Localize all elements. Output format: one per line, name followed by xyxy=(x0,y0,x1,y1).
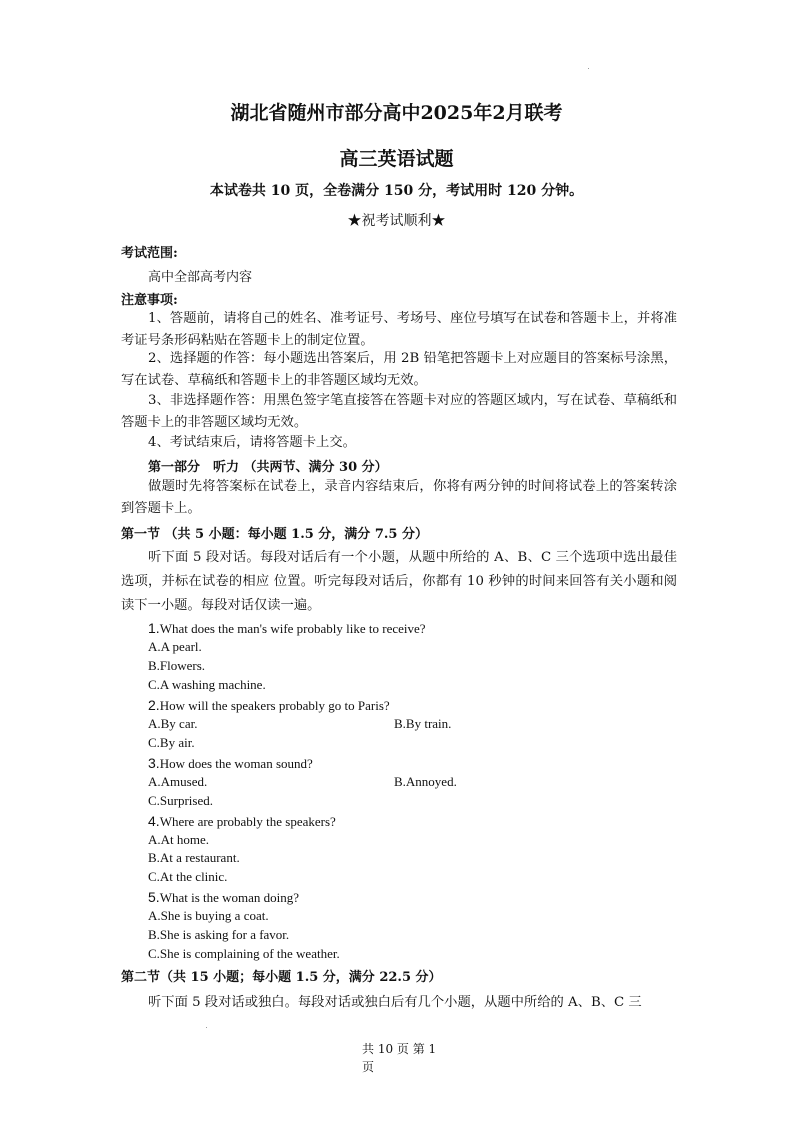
page-footer-line1: 共 10 页 第 1 xyxy=(362,1042,437,1056)
note-item-2: 2、选择题的作答：每小题选出答案后，用 2B 铅笔把答题卡上对应题目的答案标号涂黑，写在试卷、草稿纸和答题卡上的非答题区域均无效。 xyxy=(121,351,677,388)
scope-text: 高中全部高考内容 xyxy=(148,270,253,285)
question-number: 5. xyxy=(148,889,160,905)
section1-intro: 听下面 5 段对话。每段对话后有一个小题，从题中所给的 A、B、C 三个选项中选出最佳选项，并标在试卷的相应 位置。听完每段对话后，你都有 10 秒钟的时间来回答有关小题和阅读下一小题。每段对话仅读一遍。 xyxy=(121,550,677,613)
note-item-1: 1、答题前，请将自己的姓名、准考证号、考场号、座位号填写在试卷和答题卡上，并将准考证号条形码粘贴在答题卡上的制定位置。 xyxy=(121,311,677,348)
question-number: 2. xyxy=(148,697,160,713)
question-text: What is the woman doing? xyxy=(159,890,300,905)
question-number: 4. xyxy=(148,813,160,829)
q2-option-b: B.By train. xyxy=(394,716,452,731)
part1-heading: 第一部分 听力 （共两节、满分 30 分） xyxy=(148,460,388,475)
question-5 xyxy=(148,889,299,906)
question-number: 1. xyxy=(148,620,160,636)
note-item-4: 4、考试结束后，请将答题卡上交。 xyxy=(148,435,356,450)
exam-info: 本试卷共 10 页，全卷满分 150 分，考试用时 120 分钟。 xyxy=(209,183,584,199)
notes-label: 注意事项: xyxy=(121,293,178,308)
q3-option-b: B.Annoyed. xyxy=(394,774,457,789)
part1-intro: 做题时先将答案标在试卷上，录音内容结束后，你将有两分钟的时间将试卷上的答案转涂到答题卡上。 xyxy=(121,479,677,516)
footer-dot xyxy=(206,1027,207,1028)
question-text: How will the speakers probably go to Paris? xyxy=(159,698,390,713)
q4-option-a: A.At home. xyxy=(148,832,210,847)
scope-label: 考试范围: xyxy=(121,246,178,261)
q1-option-b: B.Flowers. xyxy=(148,658,206,673)
q1-option-a: A.A pearl. xyxy=(148,639,202,654)
good-luck-line: ★祝考试顺利★ xyxy=(347,213,446,229)
q5-option-a: A.She is buying a coat. xyxy=(148,908,269,923)
question-text: Where are probably the speakers? xyxy=(159,814,336,829)
question-number: 3. xyxy=(148,755,160,771)
question-3 xyxy=(148,755,313,772)
section1-heading: 第一节 （共 5 小题：每小题 1.5 分，满分 7.5 分） xyxy=(121,527,428,542)
q2-option-a: A.By car. xyxy=(148,716,198,731)
question-4 xyxy=(148,813,336,830)
q1-option-c: C.A washing machine. xyxy=(148,677,266,692)
q5-option-b: B.She is asking for a favor. xyxy=(148,927,290,942)
q4-option-b: B.At a restaurant. xyxy=(148,850,240,865)
note-item-3: 3、非选择题作答：用黑色签字笔直接答在答题卡对应的答题区域内，写在试卷、草稿纸和答题卡上的非答题区域均无效。 xyxy=(121,393,677,430)
q2-option-c: C.By air. xyxy=(148,735,195,750)
q5-option-c: C.She is complaining of the weather. xyxy=(148,946,340,961)
q3-option-a: A.Amused. xyxy=(148,774,208,789)
question-text: What does the man's wife probably like to receive? xyxy=(159,621,426,636)
q4-option-c: C.At the clinic. xyxy=(148,869,228,884)
question-1 xyxy=(148,620,426,637)
q3-option-c: C.Surprised. xyxy=(148,793,213,808)
page-subtitle: 高三英语试题 xyxy=(339,148,454,170)
question-2 xyxy=(148,697,390,714)
page-title: 湖北省随州市部分高中2025年2月联考 xyxy=(230,102,563,124)
page-footer-line2: 页 xyxy=(362,1060,375,1074)
corner-dot xyxy=(588,68,589,69)
section2-intro: 听下面 5 段对话或独白。每段对话或独白后有几个小题，从题中所给的 A、B、C 三 xyxy=(148,995,642,1010)
section2-heading: 第二节（共 15 小题；每小题 1.5 分，满分 22.5 分） xyxy=(121,970,442,985)
question-text: How does the woman sound? xyxy=(159,756,313,771)
